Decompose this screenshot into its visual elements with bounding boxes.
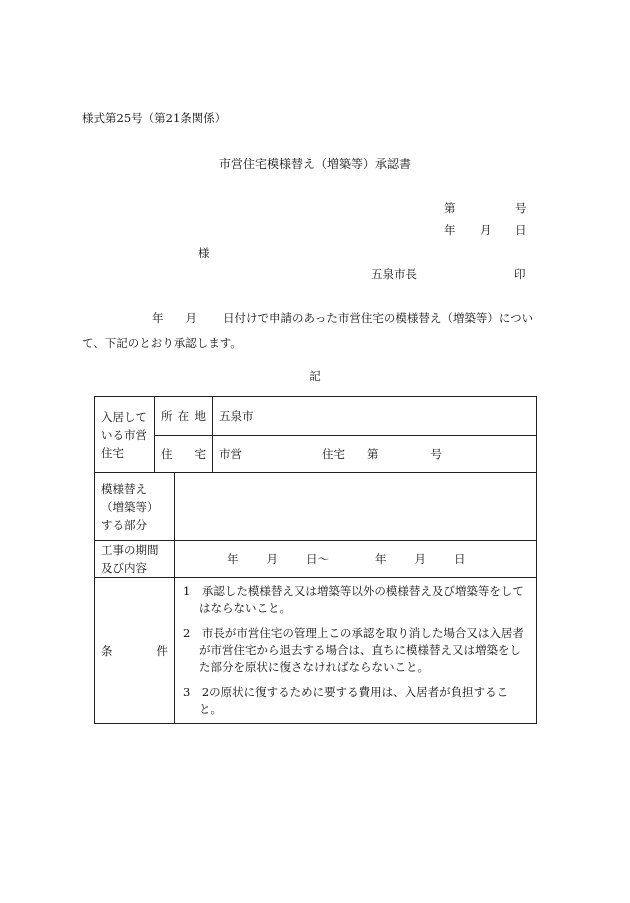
issue-date-month-label: 月: [480, 223, 492, 237]
body-paragraph: [82, 306, 552, 356]
conditions-list: [175, 578, 537, 724]
document-title: 市営住宅模様替え（増築等）承認書: [218, 157, 411, 171]
period-year-2: 年: [375, 552, 387, 566]
period-month-1: 月: [266, 552, 278, 566]
house-dai: 第: [367, 447, 379, 461]
ki-heading: 記: [309, 369, 321, 383]
period-day-2: 日: [454, 552, 466, 566]
location-label-cell: [155, 397, 213, 436]
condition-item-2: 2 市長が市営住宅の管理上この承認を取り消した場合又は入居者が市営住宅から退去する場合は、直ちに模様替え又は増築をした部分を原状に復さなければならないこと。: [183, 626, 524, 674]
location-label: 所 在 地: [161, 409, 206, 423]
resident-housing-label: 入居している市営住宅: [95, 397, 155, 473]
conditions-label-cell: [95, 578, 175, 724]
addressee-honorific: 様: [198, 246, 210, 260]
construction-period-value: [175, 541, 537, 578]
reference-number-suffix: 号: [515, 201, 527, 215]
body-line-2: て、下記のとおり承認します。: [82, 336, 242, 350]
reference-number-prefix: 第: [444, 201, 456, 215]
construction-period-label: 工事の期間及び内容: [95, 541, 175, 578]
issue-date-year-label: 年: [444, 223, 456, 237]
period-day-1: 日～: [306, 552, 329, 566]
alteration-part-label: 模様替え（増築等）する部分: [95, 473, 175, 541]
period-year-1: 年: [227, 552, 239, 566]
house-prefix: 市営: [219, 447, 242, 461]
seal-mark: 印: [514, 267, 526, 281]
alteration-part-value: [175, 473, 537, 541]
period-month-2: 月: [414, 552, 426, 566]
condition-item-3: 3 2の原状に復するために要する費用は、入居者が負担すること。: [183, 685, 509, 716]
form-number: 様式第25号（第21条関係）: [82, 111, 227, 125]
issuer-title: 五泉市長: [371, 267, 417, 281]
body-text-line-1: 日付けで申請のあった市営住宅の模様替え（増築等）につい: [223, 311, 534, 325]
conditions-label: 条 件: [101, 643, 168, 658]
body-line-1: [82, 306, 552, 331]
house-label: 住 宅: [161, 447, 206, 461]
location-value: 五泉市: [213, 397, 537, 436]
house-mid: 住宅: [322, 447, 345, 461]
body-year-label: 年: [152, 311, 164, 325]
house-go: 号: [430, 447, 442, 461]
issue-date-day-label: 日: [515, 223, 527, 237]
body-month-label: 月: [185, 311, 197, 325]
approval-details-table: [94, 396, 537, 724]
house-value: [213, 436, 537, 473]
house-label-cell: [155, 436, 213, 473]
condition-item-1: 1 承認した模様替え又は増築等以外の模様替え及び増築等をしてはならないこと。: [183, 584, 524, 615]
